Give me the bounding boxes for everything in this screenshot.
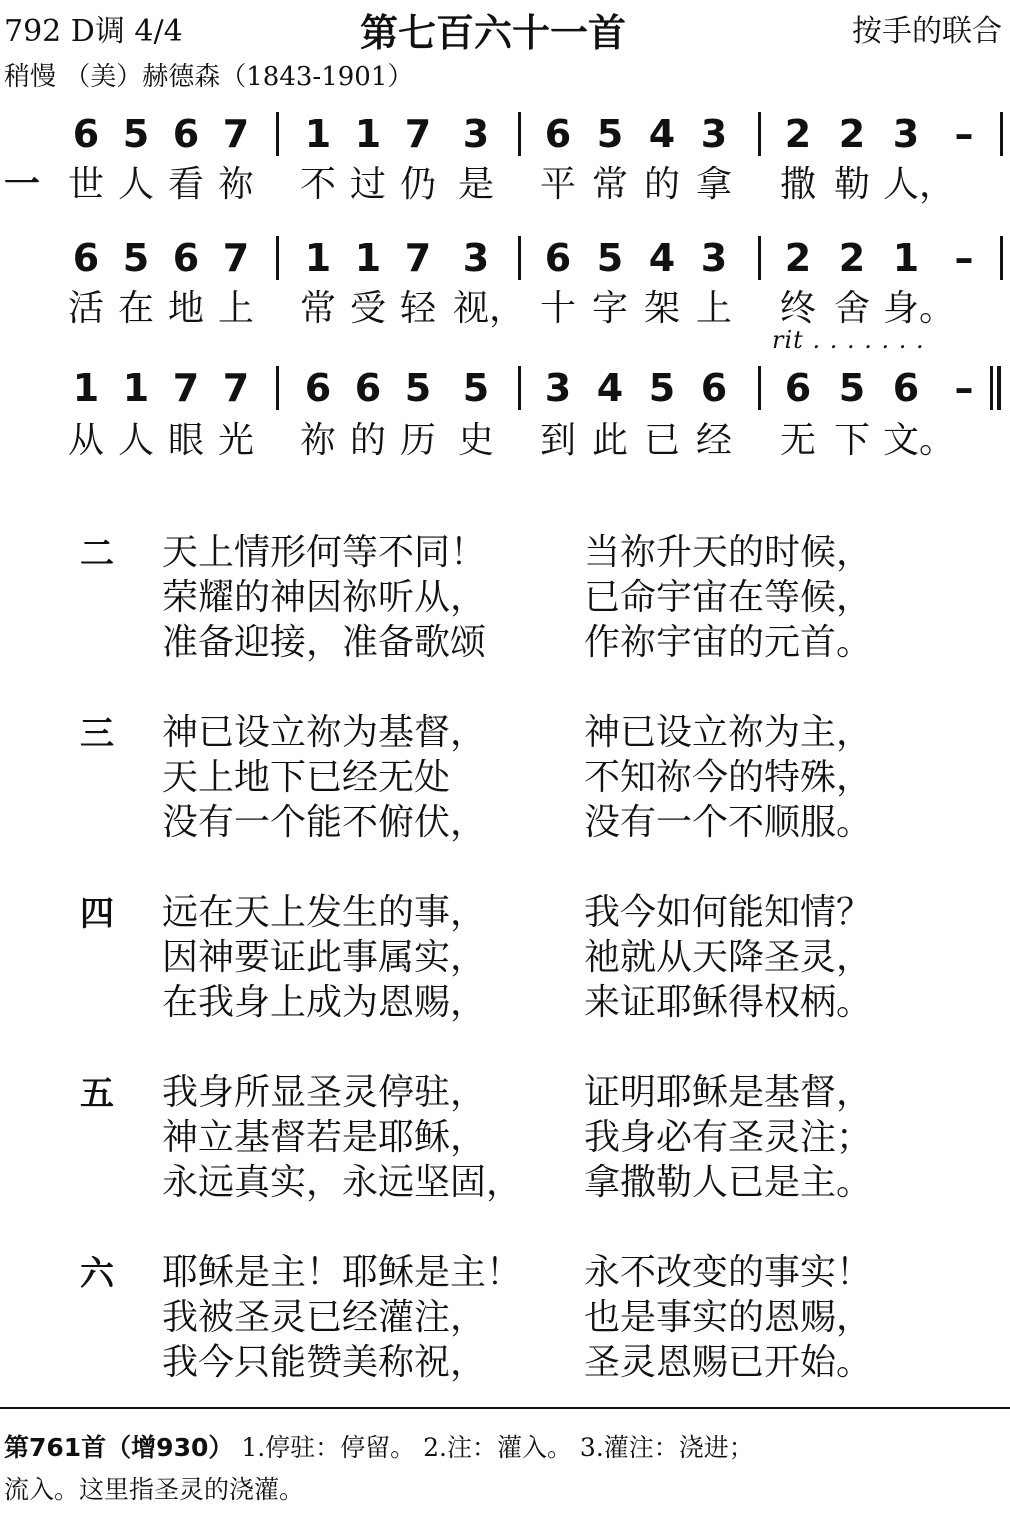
note: 6	[544, 112, 572, 156]
barline	[276, 366, 279, 410]
hymn-number-key-meter: 792 D调 4/4	[4, 14, 183, 49]
footnote-text-1: 1.停驻：停留。 2.注：灌入。 3.灌注：浇进；	[233, 1433, 754, 1462]
lyric-char: 拿	[695, 164, 732, 205]
lyric-char: 舍	[833, 288, 870, 329]
lyric-char: 世	[67, 164, 104, 205]
lyric-row	[0, 156, 1010, 204]
verse-line-right: 我身必有圣灵注；	[584, 1117, 873, 1158]
note: 5	[596, 236, 624, 280]
verse-line-left: 我今只能赞美称祝，	[162, 1342, 487, 1383]
note: 6	[172, 112, 200, 156]
lyric-char: 地	[167, 288, 204, 329]
lyric-char: 仍	[399, 164, 436, 205]
verse-line-right: 已命宇宙在等候，	[584, 577, 873, 618]
note: 4	[648, 112, 676, 156]
note: 2	[838, 112, 866, 156]
verse-line-right: 当祢升天的时候，	[584, 532, 873, 573]
barline	[276, 236, 279, 280]
note: –	[954, 112, 974, 156]
lyric-char: 史	[457, 420, 494, 461]
lyric-char: 已	[643, 420, 680, 461]
barline	[518, 366, 521, 410]
lyric-char: 人	[117, 164, 154, 205]
lyric-char: 人	[117, 420, 154, 461]
note: 7	[222, 366, 250, 410]
note: 7	[222, 236, 250, 280]
note: 2	[784, 112, 812, 156]
verse-number: 二	[80, 534, 114, 574]
verse-line-left: 因神要证此事属实，	[162, 937, 487, 978]
note: 1	[72, 366, 100, 410]
barline	[758, 112, 761, 156]
lyric-char: 上	[695, 288, 732, 329]
lyric-char: 是	[457, 164, 494, 205]
note: 3	[544, 366, 572, 410]
verse-line-left: 耶稣是主！耶稣是主！	[162, 1252, 523, 1293]
note: 5	[596, 112, 624, 156]
lyric-row	[0, 280, 1010, 328]
lyric-char: 勒	[833, 164, 870, 205]
verse-line-left: 准备迎接，准备歌颂	[162, 622, 487, 663]
verse-line-left: 荣耀的神因祢听从，	[162, 577, 487, 618]
verse-number: 四	[80, 894, 114, 934]
ritardando-mark	[772, 326, 925, 354]
hymn-title: 第七百六十一首	[360, 10, 627, 55]
lyric-char: 在	[117, 288, 154, 329]
note: 1	[354, 236, 382, 280]
lyric-char: 轻	[399, 288, 436, 329]
note: 5	[648, 366, 676, 410]
lyric-char: 人，	[883, 164, 956, 205]
verse-number: 一	[4, 164, 41, 205]
note: 6	[544, 236, 572, 280]
note: 7	[222, 112, 250, 156]
note: 6	[784, 366, 812, 410]
lyric-row	[0, 412, 1010, 460]
note: 3	[700, 112, 728, 156]
note: 1	[304, 236, 332, 280]
note: –	[954, 236, 974, 280]
lyric-char: 祢	[217, 164, 254, 205]
footnote-divider	[0, 1407, 1010, 1409]
verse-number: 五	[80, 1074, 114, 1114]
footnote-line-1	[4, 1428, 754, 1464]
note: 6	[304, 366, 332, 410]
note: 3	[700, 236, 728, 280]
note: –	[954, 366, 974, 410]
lyric-char: 受	[349, 288, 386, 329]
lyric-char: 常	[591, 164, 628, 205]
verse-line-right: 不知祢今的特殊，	[584, 757, 873, 798]
footnote-line-2: 流入。这里指圣灵的浇灌。	[4, 1475, 305, 1504]
verse-line-right: 也是事实的恩赐，	[584, 1297, 873, 1338]
verse-line-left: 神已设立祢为基督，	[162, 712, 487, 753]
note: 4	[596, 366, 624, 410]
note: 5	[122, 236, 150, 280]
lyric-char: 不	[299, 164, 336, 205]
note: 5	[462, 366, 490, 410]
note: 5	[122, 112, 150, 156]
lyric-char: 平	[539, 164, 576, 205]
barline	[518, 112, 521, 156]
verse-number: 六	[80, 1254, 114, 1294]
note: 6	[72, 236, 100, 280]
note: 2	[838, 236, 866, 280]
lyric-char: 无	[779, 420, 816, 461]
verse-line-left: 永远真实，永远坚固，	[162, 1162, 523, 1203]
note: 7	[404, 112, 432, 156]
note: 5	[404, 366, 432, 410]
final-barline	[990, 366, 993, 410]
lyric-char: 看	[167, 164, 204, 205]
verse-line-right: 证明耶稣是基督，	[584, 1072, 873, 1113]
lyric-char: 活	[67, 288, 104, 329]
note: 4	[648, 236, 676, 280]
lyric-char: 撒	[779, 164, 816, 205]
lyric-char: 经	[695, 420, 732, 461]
lyric-char: 过	[349, 164, 386, 205]
note: 3	[892, 112, 920, 156]
barline	[758, 366, 761, 410]
lyric-char: 祢	[299, 420, 336, 461]
note: 1	[354, 112, 382, 156]
rit-dots: . . . . . . .	[812, 326, 925, 354]
lyric-char: 十	[539, 288, 576, 329]
barline	[1000, 236, 1003, 280]
lyric-char: 历	[399, 420, 436, 461]
verse-line-right: 圣灵恩赐已开始。	[584, 1342, 873, 1383]
verse-line-left: 神立基督若是耶稣，	[162, 1117, 487, 1158]
hymn-topic: 按手的联合	[852, 14, 1002, 49]
verse-line-left: 远在天上发生的事，	[162, 892, 487, 933]
lyric-char: 的	[349, 420, 386, 461]
verse-line-left: 天上地下已经无处	[162, 757, 451, 798]
verse-line-right: 祂就从天降圣灵，	[584, 937, 873, 978]
lyric-char: 的	[643, 164, 680, 205]
lyric-char: 下	[833, 420, 870, 461]
notation-row	[0, 350, 1010, 420]
note: 7	[404, 236, 432, 280]
verse-line-right: 永不改变的事实！	[584, 1252, 873, 1293]
barline	[276, 112, 279, 156]
verse-line-left: 天上情形何等不同！	[162, 532, 487, 573]
verse-line-right: 我今如何能知情？	[584, 892, 873, 933]
lyric-char: 常	[299, 288, 336, 329]
lyric-char: 到	[539, 420, 576, 461]
barline	[1000, 112, 1003, 156]
verse-number: 三	[80, 714, 114, 754]
verse-line-left: 在我身上成为恩赐，	[162, 982, 487, 1023]
note: 1	[122, 366, 150, 410]
lyric-char: 此	[591, 420, 628, 461]
lyric-char: 文。	[883, 420, 956, 461]
lyric-char: 身。	[883, 288, 956, 329]
note: 7	[172, 366, 200, 410]
note: 6	[354, 366, 382, 410]
rit-label: rit	[772, 326, 804, 354]
lyric-char: 从	[67, 420, 104, 461]
note: 6	[72, 112, 100, 156]
tempo-composer: 稍慢 （美）赫德森（1843-1901）	[4, 62, 414, 92]
note: 3	[462, 112, 490, 156]
note: 1	[304, 112, 332, 156]
lyric-char: 光	[217, 420, 254, 461]
lyric-char: 视，	[453, 288, 526, 329]
note: 2	[784, 236, 812, 280]
lyric-char: 架	[643, 288, 680, 329]
barline	[518, 236, 521, 280]
lyric-char: 字	[591, 288, 628, 329]
verse-line-left: 没有一个能不俯伏，	[162, 802, 487, 843]
verse-line-right: 作祢宇宙的元首。	[584, 622, 873, 663]
verse-line-left: 我身所显圣灵停驻，	[162, 1072, 487, 1113]
verse-line-left: 我被圣灵已经灌注，	[162, 1297, 487, 1338]
verse-line-right: 没有一个不顺服。	[584, 802, 873, 843]
verse-line-right: 神已设立祢为主，	[584, 712, 873, 753]
note: 5	[838, 366, 866, 410]
note: 3	[462, 236, 490, 280]
verse-line-right: 拿撒勒人已是主。	[584, 1162, 873, 1203]
lyric-char: 眼	[167, 420, 204, 461]
note: 6	[700, 366, 728, 410]
lyric-char: 上	[217, 288, 254, 329]
barline	[758, 236, 761, 280]
note: 6	[892, 366, 920, 410]
note: 1	[892, 236, 920, 280]
verse-line-right: 来证耶稣得权柄。	[584, 982, 873, 1023]
note: 6	[172, 236, 200, 280]
footnote-ref: 第761首（增930）	[4, 1433, 234, 1462]
lyric-char: 终	[779, 288, 816, 329]
